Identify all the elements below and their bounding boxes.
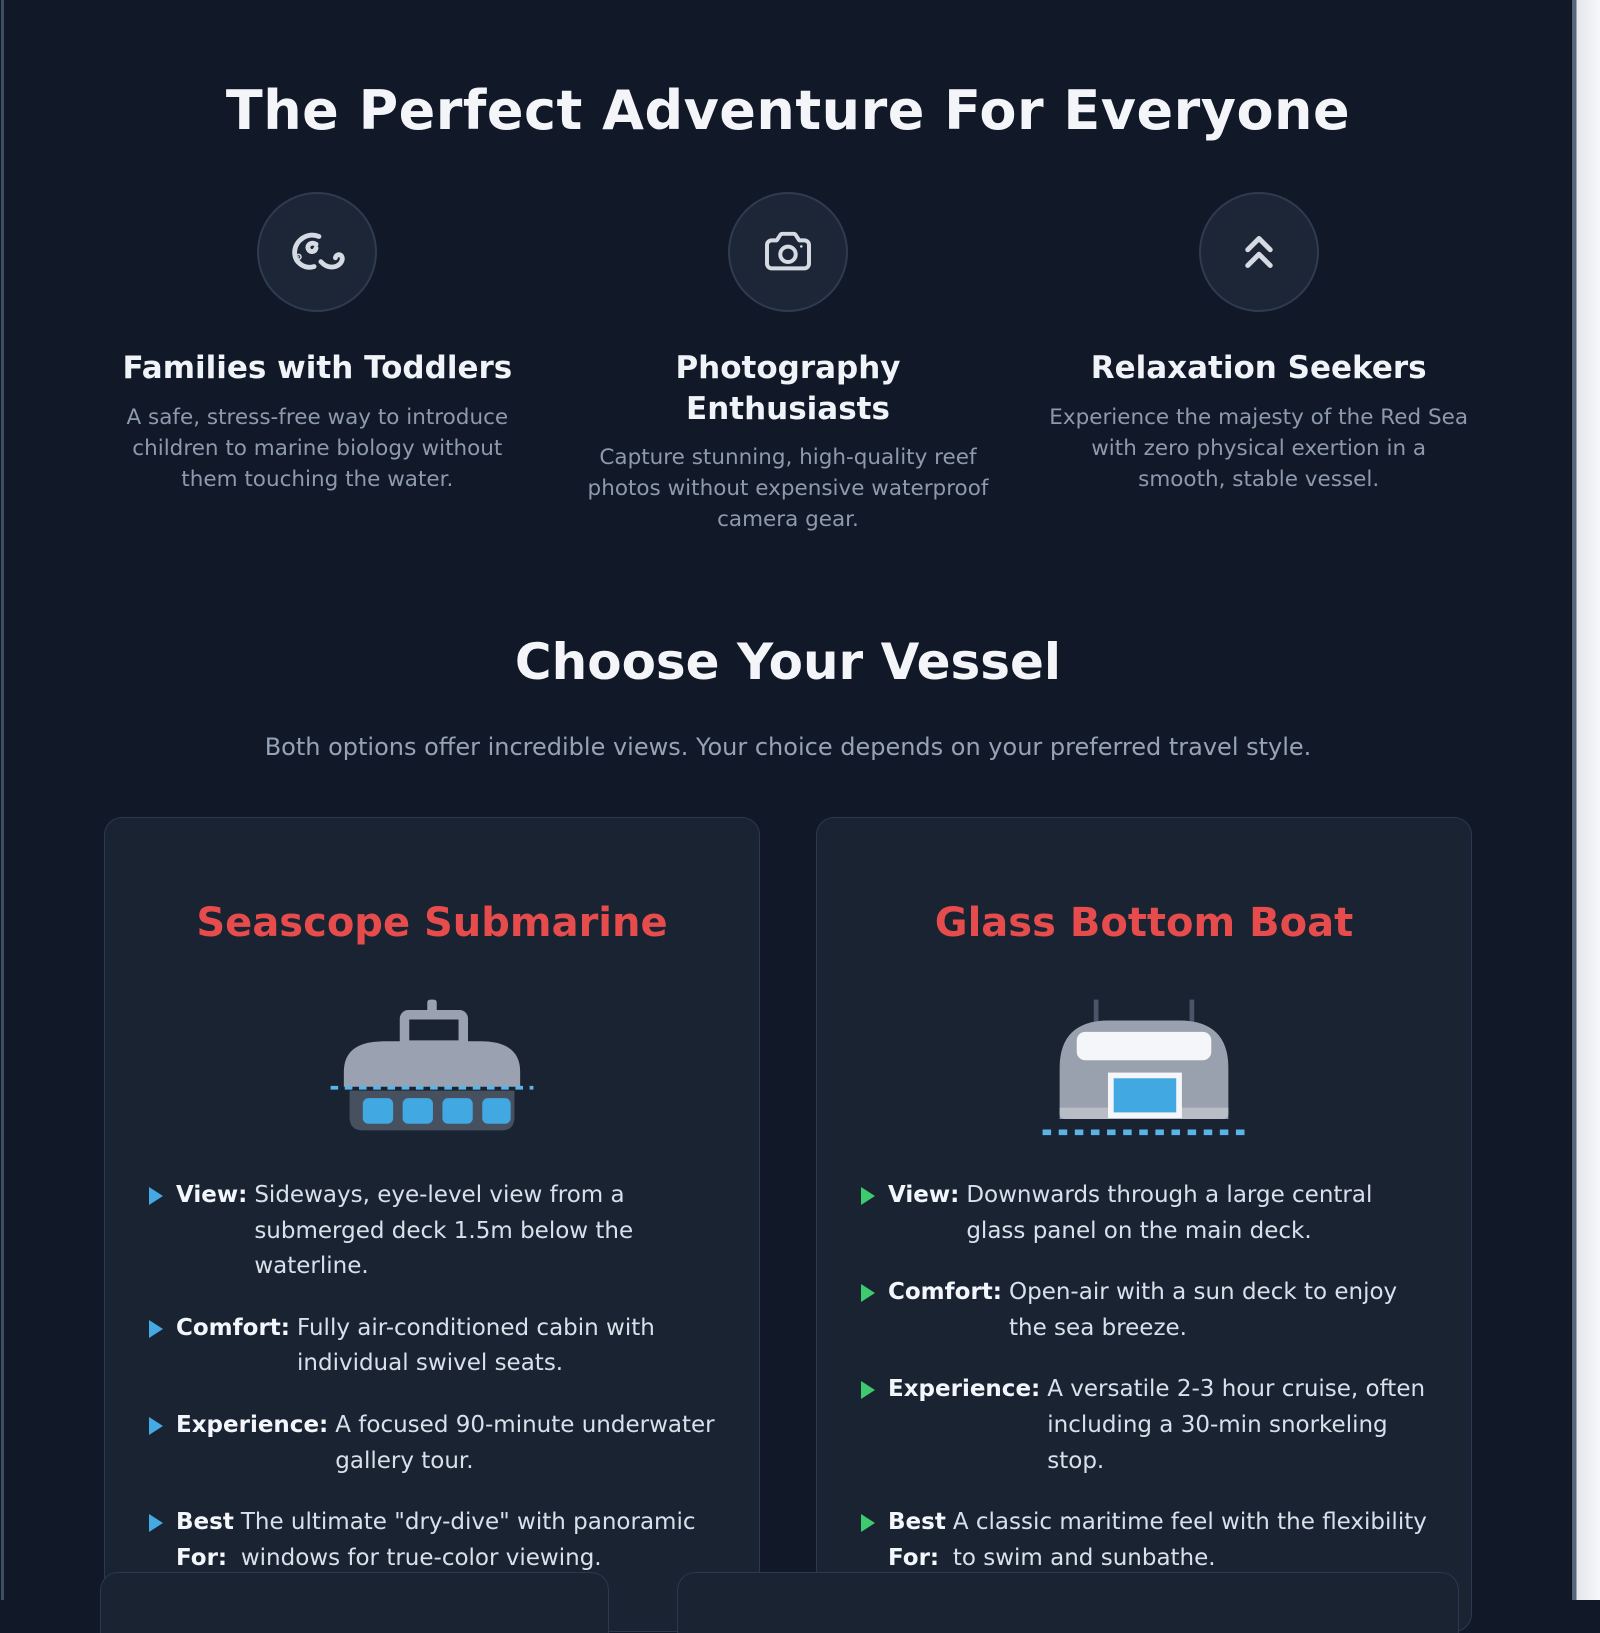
feature-label: Comfort: xyxy=(176,1314,290,1341)
triangle-bullet-icon xyxy=(149,1417,163,1435)
triangle-bullet-icon xyxy=(861,1381,875,1399)
audience-item-relaxation xyxy=(1045,192,1472,535)
feature-text: Downwards through a large central glass panel on the main deck. xyxy=(966,1181,1373,1244)
card-title: Seascope Submarine xyxy=(196,899,668,946)
feature-text: A classic maritime feel with the flexibility to swim and sunbathe. xyxy=(952,1509,1427,1571)
triangle-bullet-icon xyxy=(149,1320,163,1338)
audience-body: Capture stunning, high-quality reef photos without expensive waterproof camera gear. xyxy=(587,444,989,533)
feature-text: A focused 90-minute underwater gallery tour. xyxy=(335,1412,715,1474)
triangle-bullet-icon xyxy=(861,1514,875,1532)
vessel-card-submarine xyxy=(104,817,760,1632)
section-title: Choose Your Vessel xyxy=(514,633,1062,692)
audience-grid xyxy=(104,192,1472,535)
audience-body: A safe, stress-free way to introduce children to marine biology without them touching the water. xyxy=(126,404,509,492)
icon-circle xyxy=(1199,192,1319,312)
feature-best-for xyxy=(149,1505,715,1576)
audience-heading: Photography Enthusiasts xyxy=(675,350,901,427)
feature-label: Experience: xyxy=(176,1412,329,1439)
feature-label: Experience: xyxy=(888,1376,1041,1403)
feature-text: Open-air with a sun deck to enjoy the sea breeze. xyxy=(1009,1279,1398,1341)
vessel-card-glass-bottom-boat xyxy=(816,817,1472,1632)
feature-text: Sideways, eye-level view from a submerged deck 1.5m below the waterline. xyxy=(254,1181,634,1280)
audience-heading: Relaxation Seekers xyxy=(1090,350,1427,387)
feature-text: A versatile 2-3 hour cruise, often including a 30-min snorkeling stop. xyxy=(1047,1376,1426,1474)
card-title: Glass Bottom Boat xyxy=(934,899,1354,946)
feature-view xyxy=(861,1178,1427,1249)
feature-list xyxy=(145,1178,719,1577)
audience-item-photography xyxy=(575,192,1002,535)
audience-heading: Families with Toddlers xyxy=(122,350,513,387)
feature-best-for xyxy=(861,1505,1427,1576)
audience-section xyxy=(104,36,1472,535)
camera-icon xyxy=(760,224,816,280)
feature-label: Comfort: xyxy=(888,1279,1002,1306)
glass-bottom-boat-illustration xyxy=(857,986,1431,1144)
audience-body: Experience the majesty of the Red Sea with zero physical exertion in a smooth, stable vessel. xyxy=(1049,404,1469,492)
icon-circle xyxy=(257,192,377,312)
submarine-illustration xyxy=(145,986,719,1144)
feature-comfort xyxy=(149,1311,715,1382)
triangle-bullet-icon xyxy=(149,1187,163,1205)
partial-card xyxy=(677,1572,1459,1633)
triangle-bullet-icon xyxy=(861,1284,875,1302)
partial-card xyxy=(100,1572,609,1633)
feature-comfort xyxy=(861,1275,1427,1346)
feature-view xyxy=(149,1178,715,1285)
feature-label: View: xyxy=(888,1181,960,1208)
feature-label: Best For: xyxy=(888,1509,946,1571)
feature-text: Fully air-conditioned cabin with individual swivel seats. xyxy=(297,1314,655,1377)
scrollbar-track[interactable] xyxy=(1571,0,1600,1600)
vessel-section xyxy=(104,633,1472,1631)
feature-label: View: xyxy=(176,1181,248,1208)
feature-list xyxy=(857,1178,1431,1577)
feature-experience xyxy=(861,1372,1427,1479)
section-subtitle: Both options offer incredible views. Your choice depends on your preferred travel style. xyxy=(264,732,1312,761)
triangle-bullet-icon xyxy=(861,1187,875,1205)
triangle-bullet-icon xyxy=(149,1514,163,1532)
feature-text: The ultimate "dry-dive" with panoramic windows for true-color viewing. xyxy=(240,1509,696,1571)
double-chevron-up-icon xyxy=(1232,225,1286,279)
vessel-grid xyxy=(104,817,1472,1632)
feature-label: Best For: xyxy=(176,1509,234,1571)
doodle-fish-icon xyxy=(286,227,348,277)
feature-experience xyxy=(149,1408,715,1479)
audience-item-families xyxy=(104,192,531,535)
page xyxy=(4,0,1572,1600)
page-title: The Perfect Adventure For Everyone xyxy=(225,79,1351,143)
icon-circle xyxy=(728,192,848,312)
